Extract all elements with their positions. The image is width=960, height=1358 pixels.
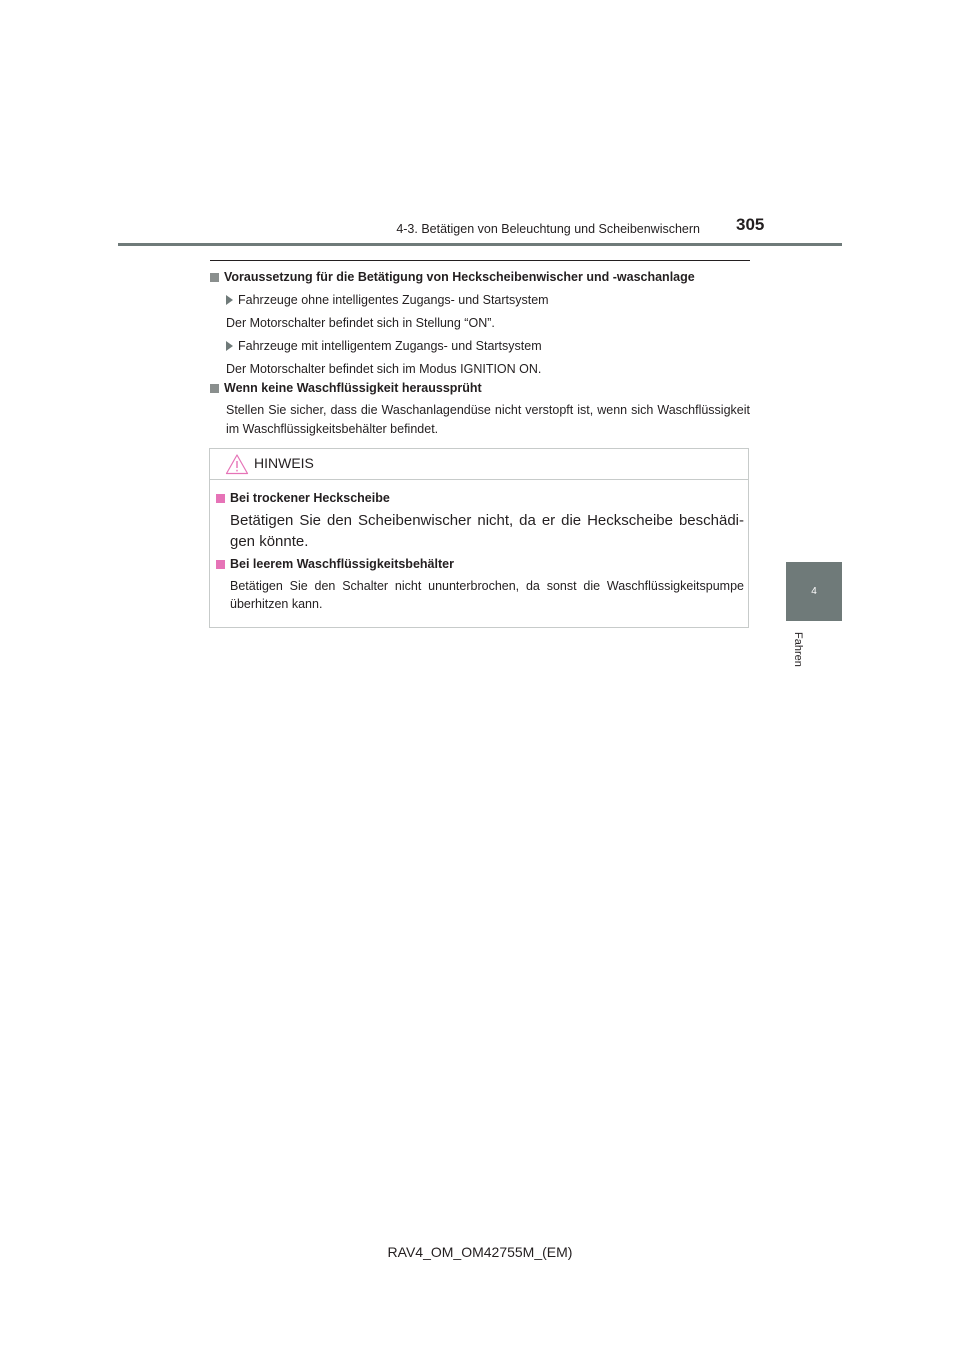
notice-item-heading (216, 490, 744, 507)
section-heading (210, 380, 750, 397)
notice-box (209, 448, 749, 628)
triangle-arrow-icon (226, 341, 233, 351)
section-heading-text: Wenn keine Waschflüssigkeit heraussprüht (224, 381, 482, 395)
footer-doc-code: RAV4_OM_OM42755M_(EM) (387, 1244, 573, 1260)
notice-item-heading-text: Bei leerem Waschflüssigkeitsbehälter (230, 557, 454, 571)
paragraph: Der Motorschalter befindet sich im Modus IGNITION ON. (226, 362, 542, 376)
content-divider (210, 260, 750, 261)
chapter-label: Fahren (792, 632, 804, 667)
list-item (210, 292, 750, 309)
notice-item (216, 556, 744, 613)
notice-item (216, 490, 744, 552)
section-heading-text: Voraussetzung für die Betätigung von Heckscheibenwischer und -waschanlage (224, 270, 695, 284)
list-item-label: Fahrzeuge mit intelligentem Zugangs- und Startsystem (238, 339, 542, 353)
section-heading (210, 269, 750, 286)
notice-title: HINWEIS (254, 455, 314, 471)
triangle-arrow-icon (226, 295, 233, 305)
chapter-tab (786, 562, 842, 621)
header-section-title: 4-3. Betätigen von Beleuchtung und Scheibenwischern (396, 222, 700, 236)
header-divider (118, 243, 842, 246)
notice-item-heading-text: Bei trockener Heckscheibe (230, 491, 390, 505)
warning-triangle-icon (225, 453, 249, 475)
pink-square-bullet-icon (216, 494, 225, 503)
section-no-fluid (210, 380, 750, 439)
section-rear-wiper (210, 269, 750, 378)
list-item (210, 338, 750, 355)
notice-item-heading (216, 556, 744, 573)
pink-square-bullet-icon (216, 560, 225, 569)
chapter-number: 4 (811, 586, 817, 597)
paragraph: Der Motorschalter befindet sich in Stellung “ON”. (226, 316, 495, 330)
gray-square-bullet-icon (210, 384, 219, 393)
notice-header (210, 449, 748, 480)
notice-item-text: Betätigen Sie den Schalter nicht ununterbrochen, da sonst die Waschflüssigkeitspumpe überhitzen kann. (230, 579, 744, 611)
page-number: 305 (736, 215, 765, 234)
notice-item-text: Betätigen Sie den Scheibenwischer nicht, da er die Heckscheibe beschädigen könnte. (230, 512, 744, 550)
paragraph: Stellen Sie sicher, dass die Waschanlagendüse nicht verstopft ist, wenn sich Waschflüssigkeit im Waschflüssigkeitsbehälter befindet. (226, 403, 750, 436)
gray-square-bullet-icon (210, 273, 219, 282)
list-item-label: Fahrzeuge ohne intelligentes Zugangs- und Startsystem (238, 293, 549, 307)
